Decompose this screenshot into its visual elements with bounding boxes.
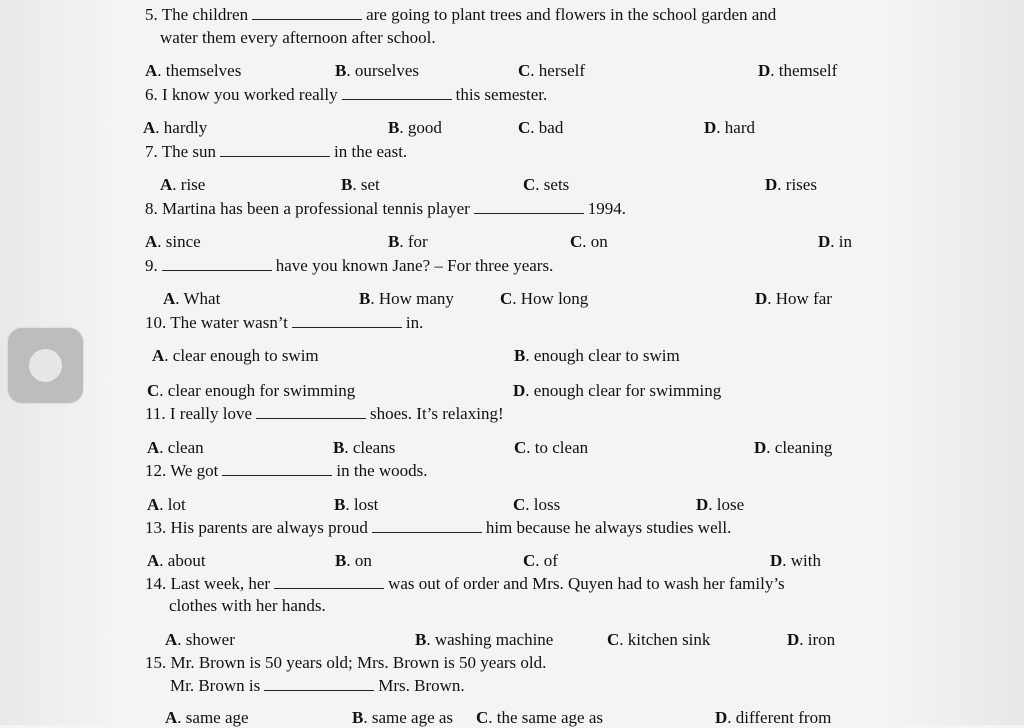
q6-option-c: C. bad — [518, 118, 564, 137]
q6-option-a: A. hardly — [143, 118, 208, 137]
question-13: 13. His parents are always proud him because he always studies well. — [145, 518, 732, 537]
q10-option-b: B. enough clear to swim — [514, 346, 680, 365]
q12-blank — [222, 474, 332, 476]
q5-text-b: are going to plant trees and flowers in the school garden and — [366, 5, 777, 24]
q15-option-d: D. different from — [715, 708, 832, 727]
question-12: 12. We got in the woods. — [145, 461, 428, 480]
question-11: 11. I really love shoes. It’s relaxing! — [145, 404, 504, 423]
q15-option-b: B. same age as — [352, 708, 454, 727]
q13-blank — [372, 531, 482, 533]
question-14-line2: clothes with her hands. — [169, 596, 326, 615]
question-8: 8. Martina has been a professional tennis player 1994. — [145, 199, 627, 218]
question-7: 7. The sun in the east. — [145, 142, 408, 161]
q14-option-a: A. shower — [165, 630, 235, 649]
q7-option-d: D. rises — [765, 175, 817, 194]
q9-option-d: D. How far — [755, 289, 832, 308]
question-6: 6. I know you worked really this semester. — [145, 85, 548, 104]
q6-option-d: D. hard — [704, 118, 755, 137]
q9-blank — [162, 269, 272, 271]
q5-option-a: A. themselves — [145, 61, 242, 80]
question-15-line2: Mr. Brown is Mrs. Brown. — [170, 676, 465, 695]
page-right-shade — [884, 0, 1024, 725]
q11-option-b: B. cleans — [333, 438, 396, 457]
q14-blank — [274, 587, 384, 589]
q9-option-a: A. What — [163, 289, 221, 308]
q5-option-d: D. themself — [758, 61, 838, 80]
q14-option-c: C. kitchen sink — [607, 630, 711, 649]
q7-option-b: B. set — [341, 175, 380, 194]
q13-option-d: D. with — [770, 551, 822, 570]
question-10: 10. The water wasn’t in. — [145, 313, 424, 332]
q14-option-b: B. washing machine — [415, 630, 554, 649]
q12-option-b: B. lost — [334, 495, 379, 514]
q10-option-d: D. enough clear for swimming — [513, 381, 722, 400]
q15-option-a: A. same age — [165, 708, 249, 727]
q8-blank — [474, 212, 584, 214]
q8-option-d: D. in — [818, 232, 853, 251]
q8-option-a: A. since — [145, 232, 201, 251]
q13-option-c: C. of — [523, 551, 558, 570]
q15-option-c: C. the same age as — [476, 708, 603, 727]
q7-option-c: C. sets — [523, 175, 570, 194]
floating-button-circle-icon — [29, 349, 62, 382]
question-5-line2: water them every afternoon after school. — [160, 28, 436, 47]
q5-blank — [252, 18, 362, 20]
q7-option-a: A. rise — [160, 175, 206, 194]
q5-option-b: B. ourselves — [335, 61, 420, 80]
q14-option-d: D. iron — [787, 630, 836, 649]
q9-option-b: B. How many — [359, 289, 454, 308]
q8-option-b: B. for — [388, 232, 428, 251]
q10-option-a: A. clear enough to swim — [152, 346, 319, 365]
q12-option-c: C. loss — [513, 495, 561, 514]
q6-option-b: B. good — [388, 118, 442, 137]
question-14-line1: 14. Last week, her was out of order and Mrs. Quyen had to wash her family’s — [145, 574, 785, 593]
q6-blank — [342, 98, 452, 100]
question-9: 9. have you known Jane? – For three years. — [145, 256, 554, 275]
q13-option-a: A. about — [147, 551, 206, 570]
floating-assistive-button[interactable] — [8, 328, 83, 403]
q11-option-d: D. cleaning — [754, 438, 833, 457]
q9-option-c: C. How long — [500, 289, 589, 308]
question-15-line1: 15. Mr. Brown is 50 years old; Mrs. Brown is 50 years old. — [145, 653, 547, 672]
q7-blank — [220, 155, 330, 157]
q5-text-a: 5. The children — [145, 5, 249, 24]
question-5-line1 — [145, 5, 776, 25]
q12-option-d: D. lose — [696, 495, 745, 514]
q8-option-c: C. on — [570, 232, 608, 251]
q15-blank — [264, 689, 374, 691]
q10-option-c: C. clear enough for swimming — [147, 381, 356, 400]
q10-blank — [292, 326, 402, 328]
q5-option-c: C. herself — [518, 61, 586, 80]
q11-blank — [256, 417, 366, 419]
q13-option-b: B. on — [335, 551, 372, 570]
q11-option-a: A. clean — [147, 438, 204, 457]
q11-option-c: C. to clean — [514, 438, 589, 457]
q12-option-a: A. lot — [147, 495, 186, 514]
